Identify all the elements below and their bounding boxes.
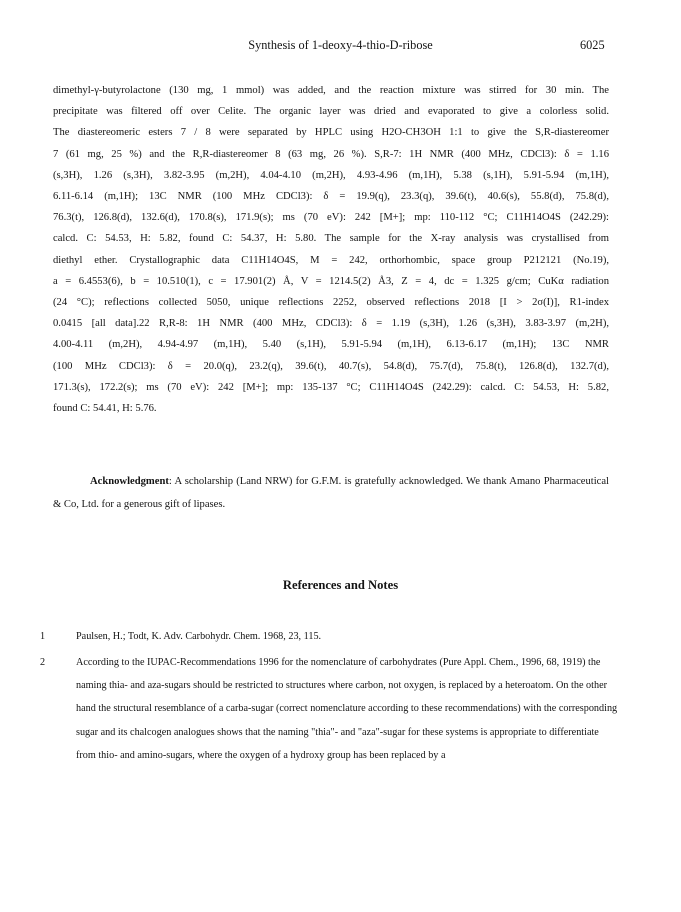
text-line: The diastereomeric esters 7 / 8 were separated by HPLC using H2O-CH3OH 1:1 to give the S,R-diastereomer — [53, 127, 609, 139]
acknowledgment-text: : A scholarship (Land NRW) for G.F.M. is gratefully acknowledged. We thank Amano Pharmaceutical & Co, Ltd. for a generous gift of lipases. — [53, 476, 609, 510]
reference-item — [40, 628, 620, 645]
text-line: (100 MHz CDCl3): δ = 20.0(q), 23.2(q), 39.6(t), 40.7(s), 54.8(d), 75.7(d), 75.8(t), 126.8(d), 132.7(d), — [53, 360, 609, 372]
reference-number: 1 — [40, 631, 46, 642]
reference-item — [40, 651, 620, 767]
acknowledgment-label: Acknowledgment — [90, 476, 169, 487]
running-header-title: Synthesis of 1-deoxy-4-thio-D-ribose — [248, 38, 433, 52]
page-number: 6025 — [580, 38, 605, 52]
references-heading: References and Notes — [282, 578, 399, 592]
reference-number: 2 — [40, 657, 46, 668]
text-line: (s,3H), 1.26 (s,3H), 3.82-3.95 (m,2H), 4.04-4.10 (m,2H), 4.93-4.96 (m,1H), 5.38 (s,1H), 5.91-5.94 (m,1H), — [53, 169, 609, 181]
text-line: 0.0415 [all data].22 R,R-8: 1H NMR (400 MHz, CDCl3): δ = 1.19 (s,3H), 1.26 (s,3H), 3.83-3.97 (m,2H), — [53, 318, 609, 330]
text-line: 4.00-4.11 (m,2H), 4.94-4.97 (m,1H), 5.40 (s,1H), 5.91-5.94 (m,1H), 6.13-6.17 (m,1H); 13C NMR — [53, 339, 609, 351]
reference-text: According to the IUPAC-Recommendations 1996 for the nomenclature of carbohydrates (Pure Appl. Chem., 1996, 68, 1919) the naming thia- and aza-sugars should be restricted to structures where carbon, not oxygen, is replaced by a heteroatom. On the other hand the structural resemblance of a carba-sugar (correct nomenclature according to these recommendations) with the corresponding sugar and its chalcogen analogues shows that the naming "thia"- and "aza"-sugar for these systems is appropriate to differentiate from thio- and amino-sugars, where the oxygen of a hydroxy group has been replaced by a — [76, 657, 618, 761]
reference-text: Paulsen, H.; Todt, K. Adv. Carbohydr. Chem. 1968, 23, 115. — [76, 631, 322, 642]
text-line: diethyl ether. Crystallographic data C11H14O4S, M = 242, orthorhombic, space group P212121 (No.19), — [53, 254, 609, 266]
acknowledgment-paragraph — [53, 470, 609, 516]
text-line: 7 (61 mg, 25 %) and the R,R-diastereomer 8 (63 mg, 26 %). S,R-7: 1H NMR (400 MHz, CDCl3): δ = 1.16 — [53, 148, 609, 160]
references-list — [40, 628, 620, 773]
text-line: found C: 54.41, H: 5.76. — [53, 403, 157, 415]
text-line: (24 °C); reflections collected 5050, unique reflections 2252, observed reflections 2018 [I > 2σ(I)], R1-index — [53, 297, 609, 309]
text-line: calcd. C: 54.53, H: 5.82, found C: 54.37, H: 5.80. The sample for the X-ray analysis was crystallised from — [53, 233, 609, 245]
text-line: 171.3(s), 172.2(s); ms (70 eV): 242 [M+]; mp: 135-137 °C; C11H14O4S (242.29): calcd. C: 54.53, H: 5.82, — [53, 381, 609, 393]
text-line: 76.3(t), 126.8(d), 132.6(d), 170.8(s), 171.9(s); ms (70 eV): 242 [M+]; mp: 110-112 °C; C11H14O4S (242.29): — [53, 212, 609, 224]
experimental-paragraph — [53, 80, 609, 419]
text-line: a = 6.4553(6), b = 10.510(1), c = 17.901(2) Å, V = 1214.5(2) Å3, Z = 4, dc = 1.325 g/cm; CuKα radiation — [53, 275, 609, 287]
text-line: dimethyl-γ-butyrolactone (130 mg, 1 mmol) was added, and the reaction mixture was stirred for 30 min. The — [53, 85, 609, 96]
text-line: 6.11-6.14 (m,1H); 13C NMR (100 MHz CDCl3): δ = 19.9(q), 23.3(q), 39.6(t), 40.6(s), 55.8(d), 75.8(d), — [53, 191, 609, 203]
text-line: precipitate was filtered off over Celite. The organic layer was dried and evaporated to give a colorless solid. — [53, 106, 609, 118]
